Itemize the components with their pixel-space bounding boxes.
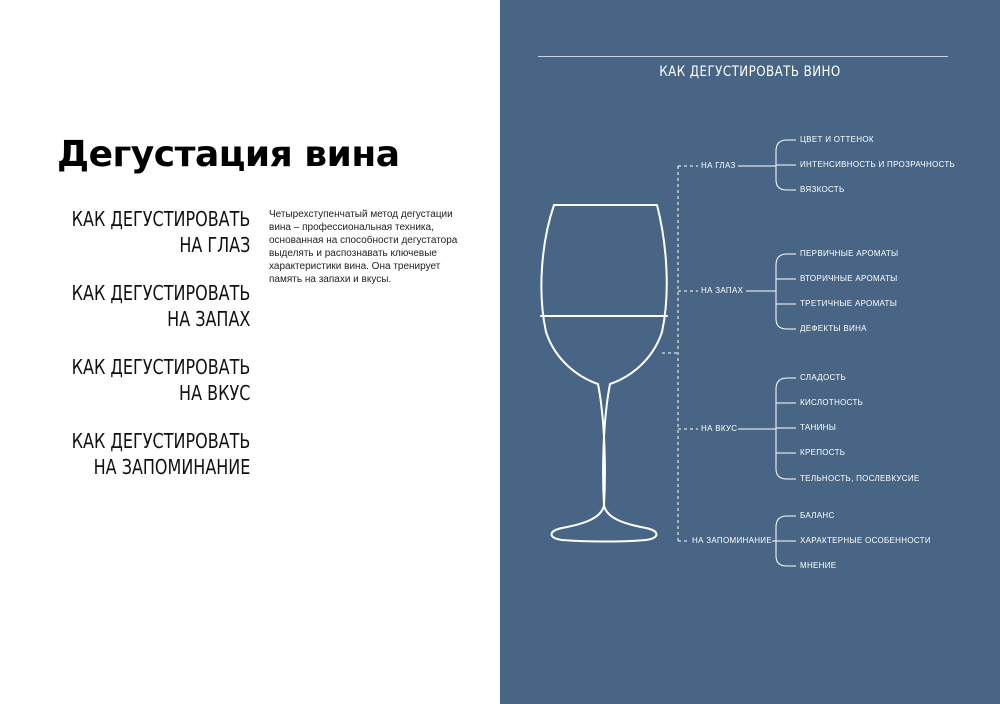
diagram-panel bbox=[500, 0, 1000, 704]
item-smell-4: ДЕФЕКТЫ ВИНА bbox=[800, 324, 867, 333]
item-taste-3: ТАНИНЫ bbox=[800, 423, 837, 432]
item-smell-1: ПЕРВИЧНЫЕ АРОМАТЫ bbox=[800, 249, 899, 258]
bracket-smell bbox=[746, 254, 796, 329]
item-eye-2: ИНТЕНСИВНОСТЬ И ПРОЗРАЧНОСТЬ bbox=[800, 160, 956, 169]
section-smell bbox=[71, 280, 250, 332]
item-eye-1: ЦВЕТ И ОТТЕНОК bbox=[800, 135, 874, 144]
branch-label-smell: НА ЗАПАХ bbox=[701, 286, 744, 295]
section-taste-line2: НА ВКУС bbox=[178, 381, 250, 405]
branch-label-eye: НА ГЛАЗ bbox=[701, 161, 736, 170]
section-smell-line2: НА ЗАПАХ bbox=[166, 307, 250, 331]
diagram-svg bbox=[500, 0, 1000, 704]
item-taste-2: КИСЛОТНОСТЬ bbox=[800, 398, 864, 407]
glass-outline bbox=[541, 205, 666, 542]
section-taste-line1: КАК ДЕГУСТИРОВАТЬ bbox=[71, 355, 250, 379]
bracket-taste bbox=[738, 378, 796, 479]
section-list bbox=[27, 206, 250, 502]
item-taste-5: ТЕЛЬНОСТЬ, ПОСЛЕВКУСИЕ bbox=[800, 474, 920, 483]
item-smell-3: ТРЕТИЧНЫЕ АРОМАТЫ bbox=[800, 299, 898, 308]
item-eye-3: ВЯЗКОСТЬ bbox=[800, 185, 845, 194]
branch-label-memory: НА ЗАПОМИНАНИЕ bbox=[692, 536, 772, 545]
item-memory-3: МНЕНИЕ bbox=[800, 561, 837, 570]
bracket-eye bbox=[738, 140, 796, 190]
section-memory bbox=[71, 428, 250, 480]
section-memory-line2: НА ЗАПОМИНАНИЕ bbox=[93, 455, 250, 479]
branch-label-taste: НА ВКУС bbox=[701, 424, 738, 433]
item-memory-1: БАЛАНС bbox=[800, 511, 835, 520]
diagram-title: КАК ДЕГУСТИРОВАТЬ ВИНО bbox=[659, 64, 841, 80]
section-eye-line1: КАК ДЕГУСТИРОВАТЬ bbox=[71, 207, 250, 231]
wine-glass-icon bbox=[541, 205, 667, 542]
item-memory-2: ХАРАКТЕРНЫЕ ОСОБЕННОСТИ bbox=[800, 536, 931, 545]
section-eye-line2: НА ГЛАЗ bbox=[178, 233, 250, 257]
section-smell-line1: КАК ДЕГУСТИРОВАТЬ bbox=[71, 281, 250, 305]
item-taste-4: КРЕПОСТЬ bbox=[800, 448, 846, 457]
item-taste-1: СЛАДОСТЬ bbox=[800, 373, 847, 382]
section-memory-line1: КАК ДЕГУСТИРОВАТЬ bbox=[71, 429, 250, 453]
section-taste bbox=[71, 354, 250, 406]
page-title: Дегустация вина bbox=[57, 134, 400, 175]
item-smell-2: ВТОРИЧНЫЕ АРОМАТЫ bbox=[800, 274, 898, 283]
intro-paragraph: Четырехступенчатый метод дегустации вина – профессиональная техника, основанная на способности дегустатора выделять и распознавать ключевые характеристики вина. Она тренирует память на запахи и вкусы. bbox=[269, 209, 458, 285]
bracket-memory bbox=[772, 516, 796, 566]
section-eye bbox=[71, 206, 250, 258]
